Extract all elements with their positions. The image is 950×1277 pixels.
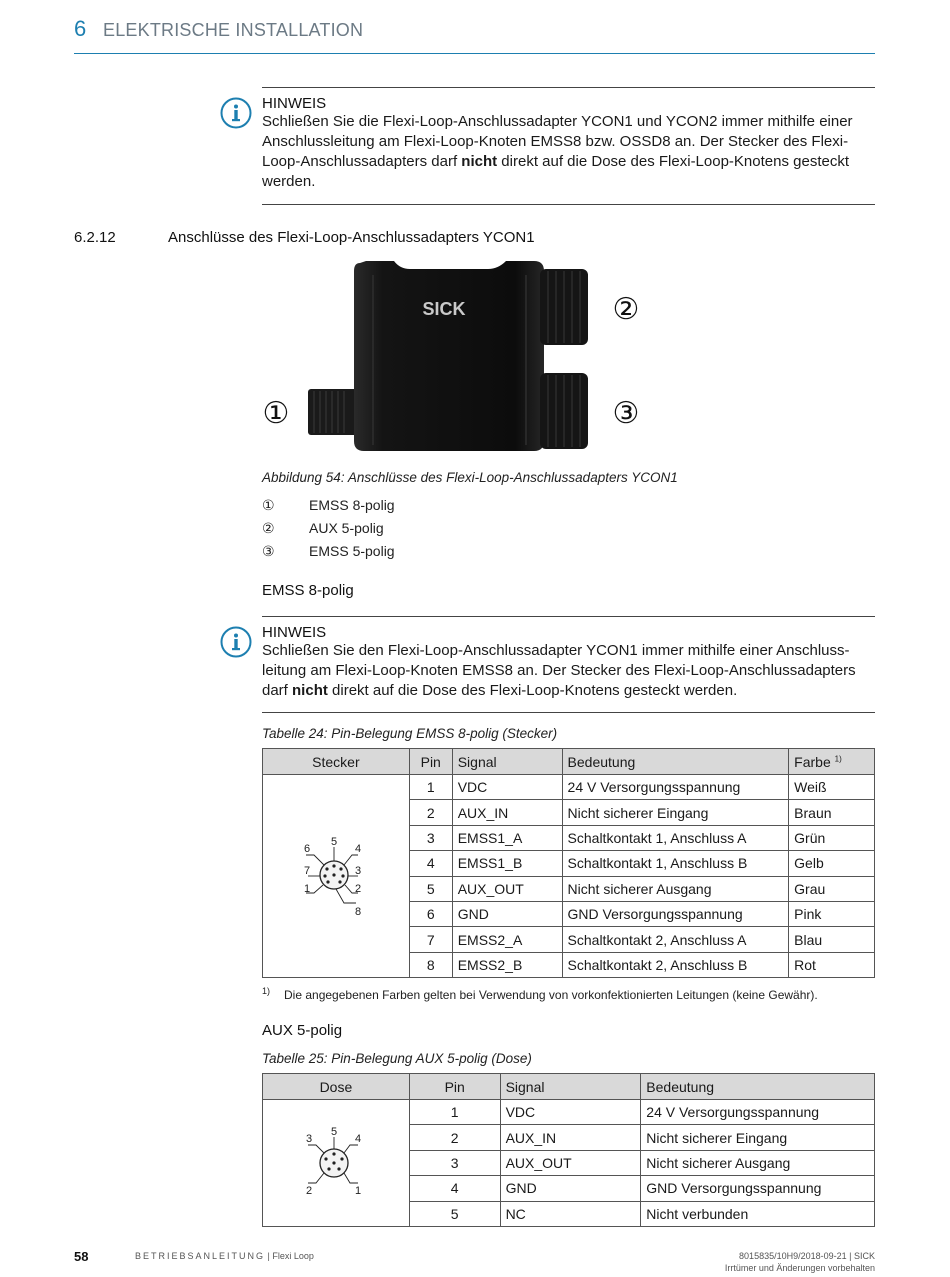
- pin-label: 6: [303, 842, 310, 855]
- ycon1-adapter-photo: [258, 255, 648, 455]
- note-title: HINWEIS: [262, 624, 327, 641]
- doc-id: 8015835/10H9/2018-09-21: [739, 1251, 847, 1261]
- note-text-part: direkt auf die Dose des Flexi-Loop-Knotens gesteckt werden.: [327, 682, 738, 699]
- product-name: Flexi Loop: [272, 1251, 314, 1261]
- note-line: [262, 152, 875, 172]
- legend-item: [262, 543, 395, 560]
- doc-type: BETRIEBSANLEITUNG: [135, 1251, 266, 1261]
- callout-3: ③: [612, 396, 640, 431]
- note-box: [262, 87, 875, 205]
- signal-cell: VDC: [500, 1100, 641, 1125]
- pin-label: 2: [305, 1185, 313, 1198]
- emss-heading: EMSS 8-polig: [262, 582, 354, 599]
- meaning-cell: Nicht sicherer Ausgang: [562, 876, 789, 901]
- meaning-cell: Schaltkontakt 1, Anschluss A: [562, 825, 789, 850]
- info-icon: [220, 626, 252, 658]
- pin-label: 7: [303, 864, 310, 877]
- table-footnote: [262, 986, 818, 1002]
- note-box: [262, 616, 875, 713]
- note-line: werden.: [262, 173, 316, 190]
- pin-cell: 4: [409, 851, 452, 876]
- table-header-row: [263, 749, 875, 775]
- connector-diagram-cell: [263, 775, 410, 978]
- meaning-cell: Schaltkontakt 2, Anschluss A: [562, 927, 789, 952]
- pin-label: 1: [354, 1185, 362, 1198]
- table-row: [263, 775, 875, 800]
- column-header: Pin: [409, 749, 452, 775]
- color-cell: Braun: [789, 800, 875, 825]
- pin-label: 8: [354, 905, 361, 918]
- footnote-mark: 1): [262, 986, 271, 996]
- pin-label: 1: [303, 882, 310, 895]
- column-header: Signal: [500, 1074, 641, 1100]
- legend-item: [262, 497, 395, 514]
- meaning-cell: 24 V Versorgungsspannung: [562, 775, 789, 800]
- color-cell: Grün: [789, 825, 875, 850]
- chapter-title: ELEKTRISCHE INSTALLATION: [103, 20, 364, 40]
- column-header: Stecker: [263, 749, 410, 775]
- footnote-mark: 1): [834, 753, 842, 763]
- meaning-cell: Nicht sicherer Eingang: [562, 800, 789, 825]
- pin-cell: 2: [409, 800, 452, 825]
- pin-cell: 5: [409, 1201, 500, 1226]
- signal-cell: GND: [500, 1176, 641, 1201]
- aux-pin-table: [262, 1073, 875, 1227]
- pin-label: 5: [330, 1126, 338, 1139]
- signal-cell: NC: [500, 1201, 641, 1226]
- signal-cell: GND: [452, 901, 562, 926]
- signal-cell: AUX_OUT: [452, 876, 562, 901]
- pin-cell: 1: [409, 1100, 500, 1125]
- signal-cell: AUX_IN: [500, 1125, 641, 1150]
- chapter-number: 6: [74, 16, 87, 41]
- table-caption: Tabelle 25: Pin-Belegung AUX 5-polig (Dose): [262, 1051, 532, 1066]
- pin-label: 4: [354, 842, 361, 855]
- footer-disclaimer: Irrtümer und Änderungen vorbehalten: [724, 1263, 875, 1273]
- legend-item: [262, 520, 384, 537]
- meaning-cell: GND Versorgungsspannung: [641, 1176, 875, 1201]
- pin-cell: 8: [409, 952, 452, 977]
- pin-cell: 6: [409, 901, 452, 926]
- color-cell: Blau: [789, 927, 875, 952]
- column-header: [789, 749, 875, 775]
- pin-cell: 4: [409, 1176, 500, 1201]
- pin-label: 4: [354, 1133, 362, 1146]
- legend-symbol: ②: [262, 520, 275, 536]
- color-cell: Weiß: [789, 775, 875, 800]
- section-number: 6.2.12: [74, 229, 116, 246]
- signal-cell: EMSS1_B: [452, 851, 562, 876]
- callout-2: ②: [612, 292, 640, 327]
- column-header: Pin: [409, 1074, 500, 1100]
- column-header-text: Farbe: [794, 753, 831, 770]
- page-number: 58: [74, 1249, 89, 1264]
- meaning-cell: Nicht verbunden: [641, 1201, 875, 1226]
- pin-cell: 3: [409, 825, 452, 850]
- legend-symbol: ③: [262, 543, 275, 559]
- table-caption: Tabelle 24: Pin-Belegung EMSS 8-polig (Stecker): [262, 726, 558, 741]
- emss-pin-table: [262, 748, 875, 978]
- callout-1: ①: [262, 396, 290, 431]
- legend-text: EMSS 5-polig: [309, 543, 395, 559]
- meaning-cell: Schaltkontakt 2, Anschluss B: [562, 952, 789, 977]
- column-header: Dose: [263, 1074, 410, 1100]
- connector-diagram-cell: [263, 1100, 410, 1227]
- pin-label: 3: [305, 1133, 313, 1146]
- note-line: [262, 681, 875, 701]
- pin-label: 5: [330, 835, 337, 848]
- note-line: Schließen Sie den Flexi-Loop-Anschlussadapter YCON1 immer mithilfe einer Anschluss-: [262, 642, 850, 659]
- footer-doc-type: BETRIEBSANLEITUNG | Flexi Loop: [135, 1251, 314, 1261]
- pin-label: 3: [354, 864, 361, 877]
- legend-text: AUX 5-polig: [309, 520, 384, 536]
- note-text: [262, 641, 875, 701]
- note-text: [262, 112, 875, 192]
- figure-caption: Abbildung 54: Anschlüsse des Flexi-Loop-Anschlussadapters YCON1: [262, 470, 678, 485]
- m12-8pin-connector-diagram: [286, 825, 386, 925]
- legend-text: EMSS 8-polig: [309, 497, 395, 513]
- footer-brand: SICK: [853, 1251, 875, 1261]
- signal-cell: VDC: [452, 775, 562, 800]
- pin-label: 2: [354, 882, 361, 895]
- footnote-text: Die angegebenen Farben gelten bei Verwendung von vorkonfektionierten Leitungen (keine Gewähr).: [284, 988, 818, 1002]
- color-cell: Rot: [789, 952, 875, 977]
- meaning-cell: 24 V Versorgungsspannung: [641, 1100, 875, 1125]
- signal-cell: EMSS1_A: [452, 825, 562, 850]
- table-row: [263, 1100, 875, 1125]
- note-text-part: Loop-Anschlussadapters darf: [262, 153, 462, 170]
- meaning-cell: Schaltkontakt 1, Anschluss B: [562, 851, 789, 876]
- column-header: Bedeutung: [641, 1074, 875, 1100]
- signal-cell: AUX_IN: [452, 800, 562, 825]
- legend-symbol: ①: [262, 497, 275, 513]
- color-cell: Grau: [789, 876, 875, 901]
- color-cell: Pink: [789, 901, 875, 926]
- pin-cell: 1: [409, 775, 452, 800]
- note-line: Anschlussleitung am Flexi-Loop-Knoten EMSS8 bzw. OSSD8 an. Der Stecker des Flexi-: [262, 133, 849, 150]
- note-emphasis: nicht: [461, 153, 498, 170]
- meaning-cell: GND Versorgungsspannung: [562, 901, 789, 926]
- pin-cell: 3: [409, 1150, 500, 1175]
- table-header-row: [263, 1074, 875, 1100]
- signal-cell: EMSS2_A: [452, 927, 562, 952]
- pin-cell: 7: [409, 927, 452, 952]
- color-cell: Gelb: [789, 851, 875, 876]
- pin-cell: 5: [409, 876, 452, 901]
- signal-cell: AUX_OUT: [500, 1150, 641, 1175]
- aux-heading: AUX 5-polig: [262, 1022, 343, 1039]
- header-rule: [74, 53, 875, 54]
- note-line: Schließen Sie die Flexi-Loop-Anschlussadapter YCON1 und YCON2 immer mithilfe einer: [262, 113, 853, 130]
- note-title: HINWEIS: [262, 95, 327, 112]
- section-title: Anschlüsse des Flexi-Loop-Anschlussadapters YCON1: [168, 229, 535, 246]
- note-text-part: darf: [262, 682, 293, 699]
- brand-logo: SICK: [422, 299, 466, 319]
- m12-5pin-connector-diagram: [286, 1111, 386, 1211]
- info-icon: [220, 97, 252, 129]
- note-emphasis: nicht: [292, 682, 328, 699]
- footer-right: [725, 1250, 875, 1274]
- pin-cell: 2: [409, 1125, 500, 1150]
- signal-cell: EMSS2_B: [452, 952, 562, 977]
- note-text-part: direkt auf die Dose des Flexi-Loop-Knotens gesteckt: [497, 153, 849, 170]
- column-header: Bedeutung: [562, 749, 789, 775]
- footer-doc-id: 8015835/10H9/2018-09-21 | SICK: [739, 1251, 875, 1261]
- note-line: leitung am Flexi-Loop-Knoten EMSS8 an. Der Stecker des Flexi-Loop-Anschlussadapters: [262, 662, 856, 679]
- column-header: Signal: [452, 749, 562, 775]
- meaning-cell: Nicht sicherer Eingang: [641, 1125, 875, 1150]
- meaning-cell: Nicht sicherer Ausgang: [641, 1150, 875, 1175]
